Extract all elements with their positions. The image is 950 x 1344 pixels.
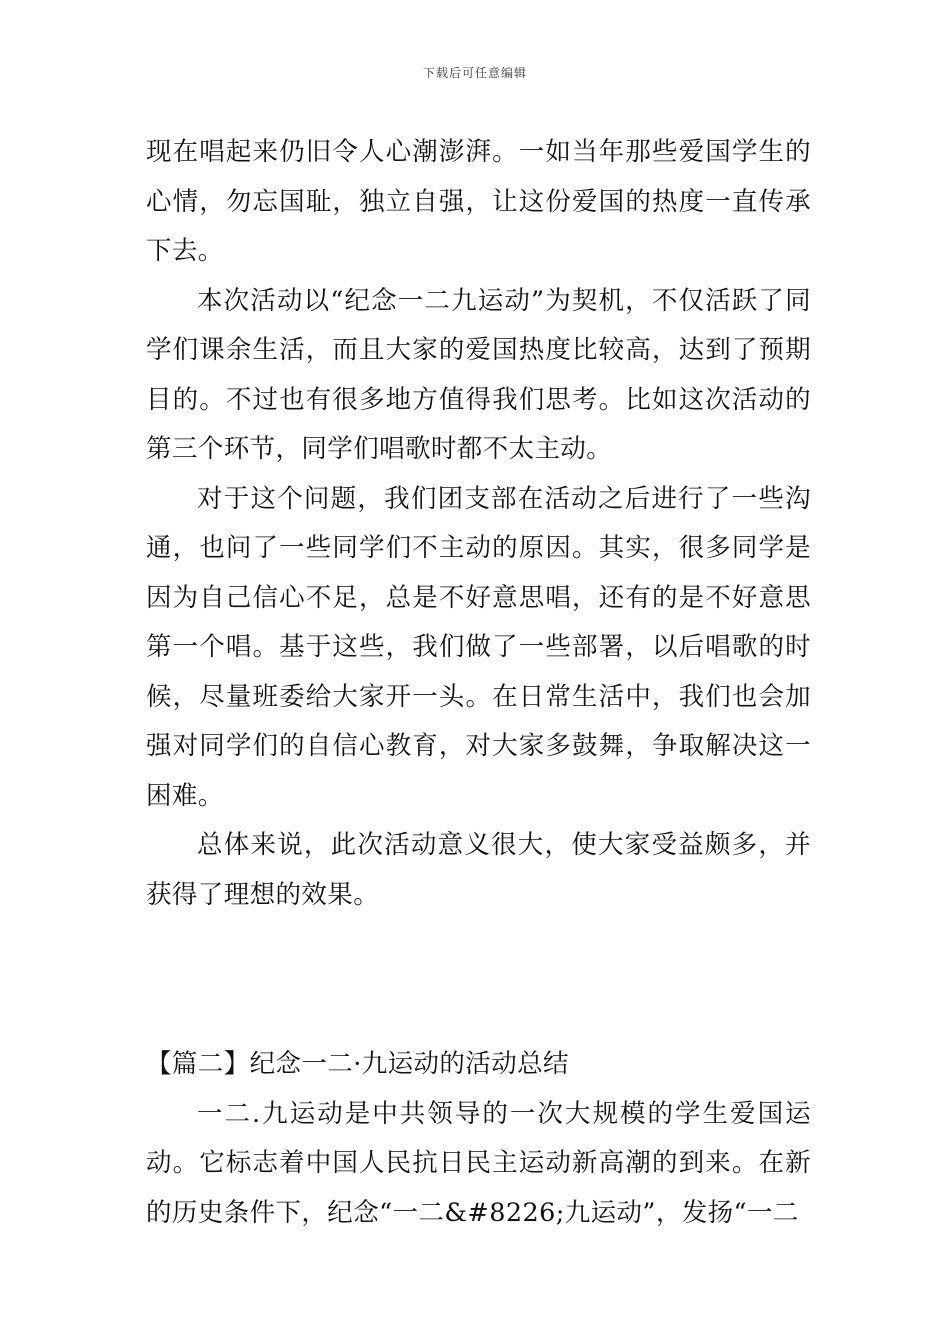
section-spacer xyxy=(146,920,811,1040)
section-two-title: 【篇二】纪念一二·九运动的活动总结 xyxy=(146,1049,569,1079)
document-body xyxy=(146,128,811,1238)
page-header-note: 下载后可任意编辑 xyxy=(422,66,527,80)
paragraph-continuation: 现在唱起来仍旧令人心潮澎湃。一如当年那些爱国学生的心情，勿忘国耻，独立自强，让这份爱国的热度一直传承下去。 xyxy=(146,137,811,266)
section-two-paragraph: 一二.九运动是中共领导的一次大规模的学生爱国运动。它标志着中国人民抗日民主运动新高潮的到来。在新的历史条件下，纪念“一二&#8226;九运动”，发扬“一二 xyxy=(146,1098,811,1228)
paragraph-problem-analysis: 对于这个问题，我们团支部在活动之后进行了一些沟通，也问了一些同学们不主动的原因。其实，很多同学是因为自己信心不足，总是不好意思唱，还有的是不好意思第一个唱。基于这些，我们做了一些部署，以后唱歌的时候，尽量班委给大家开一头。在日常生活中，我们也会加强对同学们的自信心教育，对大家多鼓舞，争取解决这一困难。 xyxy=(146,483,811,811)
paragraph-conclusion: 总体来说，此次活动意义很大，使大家受益颇多，并获得了理想的效果。 xyxy=(146,830,811,910)
paragraph-activity-review: 本次活动以“纪念一二九运动”为契机，不仅活跃了同学们课余生活，而且大家的爱国热度比较高，达到了预期目的。不过也有很多地方值得我们思考。比如这次活动的第三个环节，同学们唱歌时都不太主动。 xyxy=(146,285,811,464)
